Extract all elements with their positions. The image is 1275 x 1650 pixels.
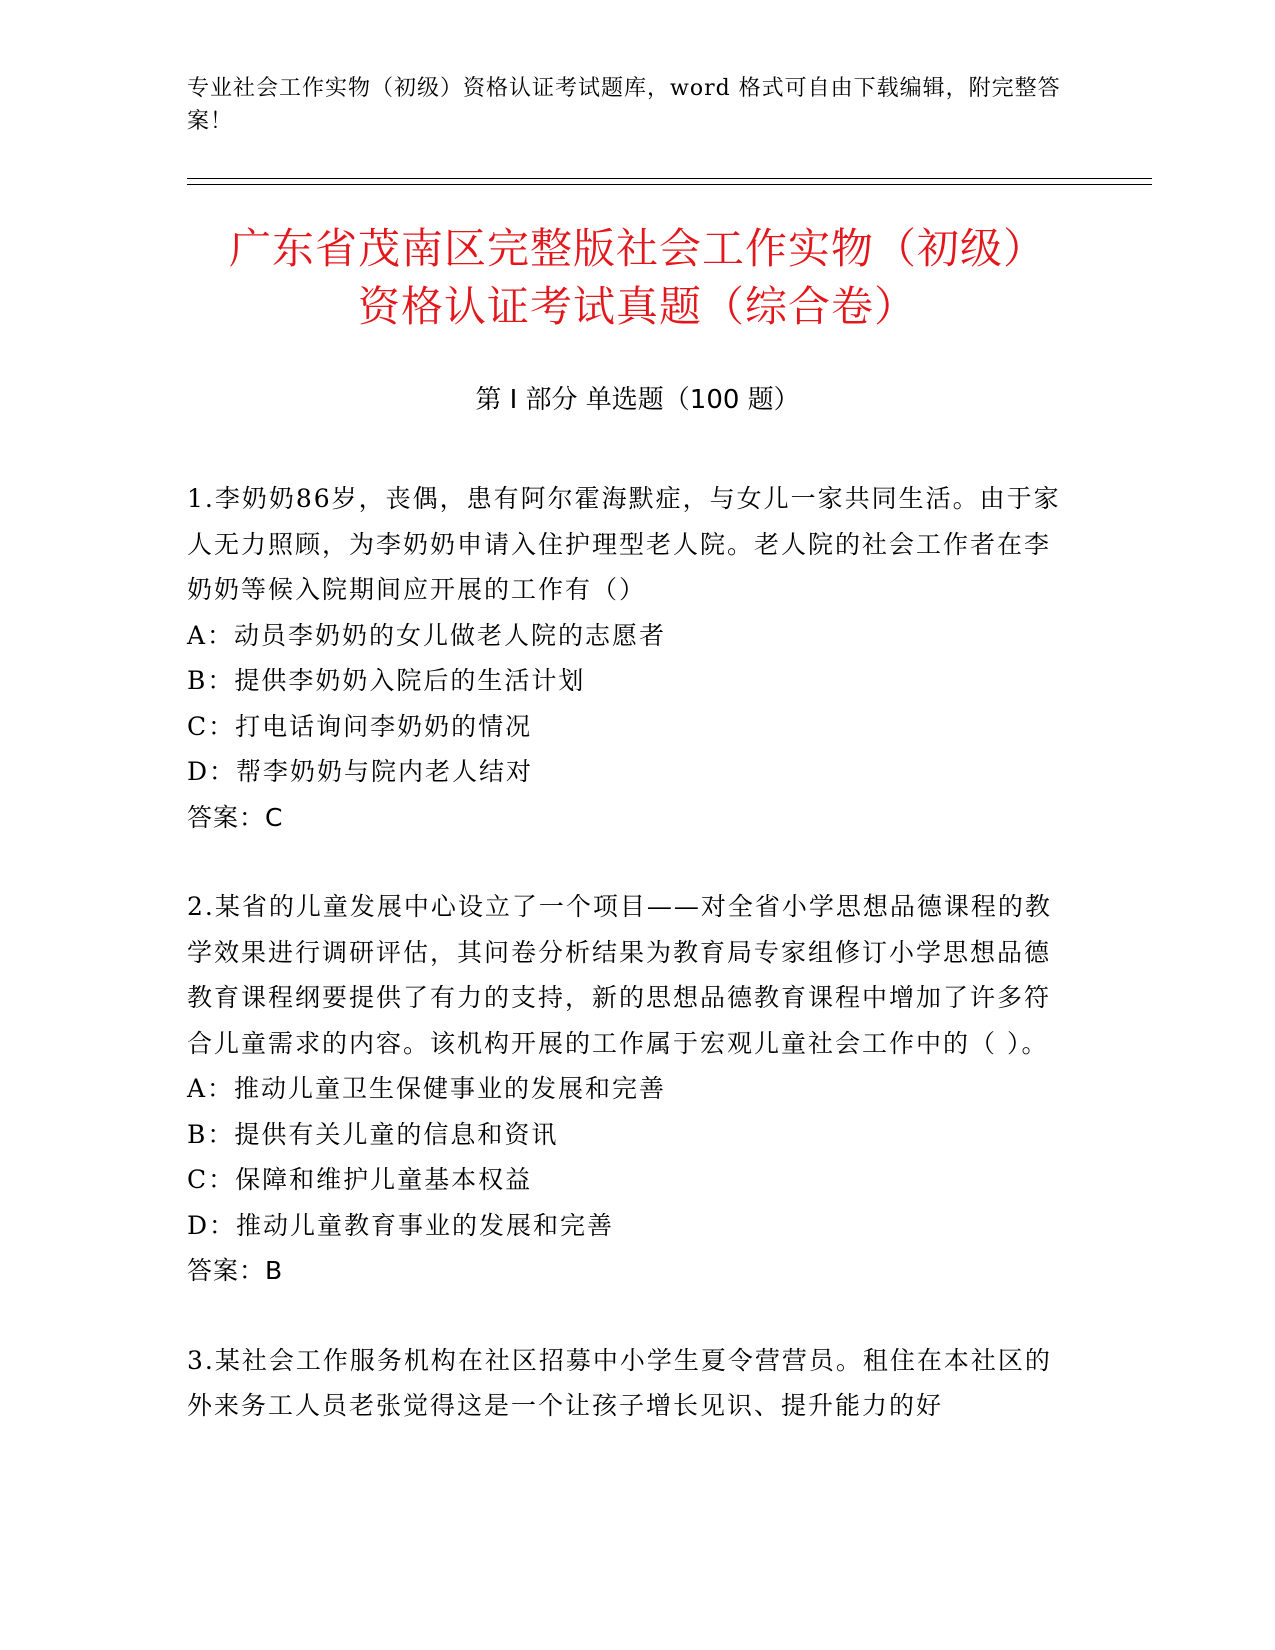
question-stem: 1.李奶奶86岁，丧偶，患有阿尔霍海默症，与女儿一家共同生活。由于家人无力照顾，为李奶奶申请入住护理型老人院。老人院的社会工作者在李奶奶等候入院期间应开展的工作有（） [187,484,1061,604]
document-title-line-2: 资格认证考试真题（综合卷） [357,282,917,331]
option-c: C：保障和维护儿童基本权益 [187,1165,533,1194]
option-a: A：动员李奶奶的女儿做老人院的志愿者 [187,620,667,650]
question-stem: 3.某社会工作服务机构在社区招募中小学生夏令营营员。租住在本社区的外来务工人员老张觉得这是一个让孩子增长见识、提升能力的好 [187,1345,1052,1420]
option-a: A：推动儿童卫生保健事业的发展和完善 [187,1074,667,1103]
document-title [150,220,1125,336]
section-title: 第 I 部分 单选题（100 题） [475,385,800,415]
option-d: D：帮李奶奶与院内老人结对 [187,757,534,786]
question-3 [187,1338,1067,1429]
header-note: 专业社会工作实物（初级）资格认证考试题库，word 格式可自由下载编辑，附完整答案！ [187,76,1061,134]
option-b: B：提供有关儿童的信息和资讯 [187,1119,559,1149]
header-divider-top [187,178,1152,179]
document-title-line-1: 广东省茂南区完整版社会工作实物（初级） [228,224,1046,273]
option-b: B：提供李奶奶入院后的生活计划 [187,666,586,695]
question-stem: 2.某省的儿童发展中心设立了一个项目——对全省小学思想品德课程的教学效果进行调研评估，其问卷分析结果为教育局专家组修订小学思想品德教育课程纲要提供了有力的支持，新的思想品德教育课程中增加了许多符合儿童需求的内容。该机构开展的工作属于宏观儿童社会工作中的（ ）。 [187,892,1052,1058]
header-divider-bottom [187,184,1152,185]
answer-label: 答案：C [187,802,284,832]
question-2 [187,884,1067,1294]
option-c: C：打电话询问李奶奶的情况 [187,711,533,741]
option-d: D：推动儿童教育事业的发展和完善 [187,1210,615,1240]
question-list [187,476,1067,1473]
question-1 [187,476,1067,840]
answer-label: 答案：B [187,1256,284,1285]
